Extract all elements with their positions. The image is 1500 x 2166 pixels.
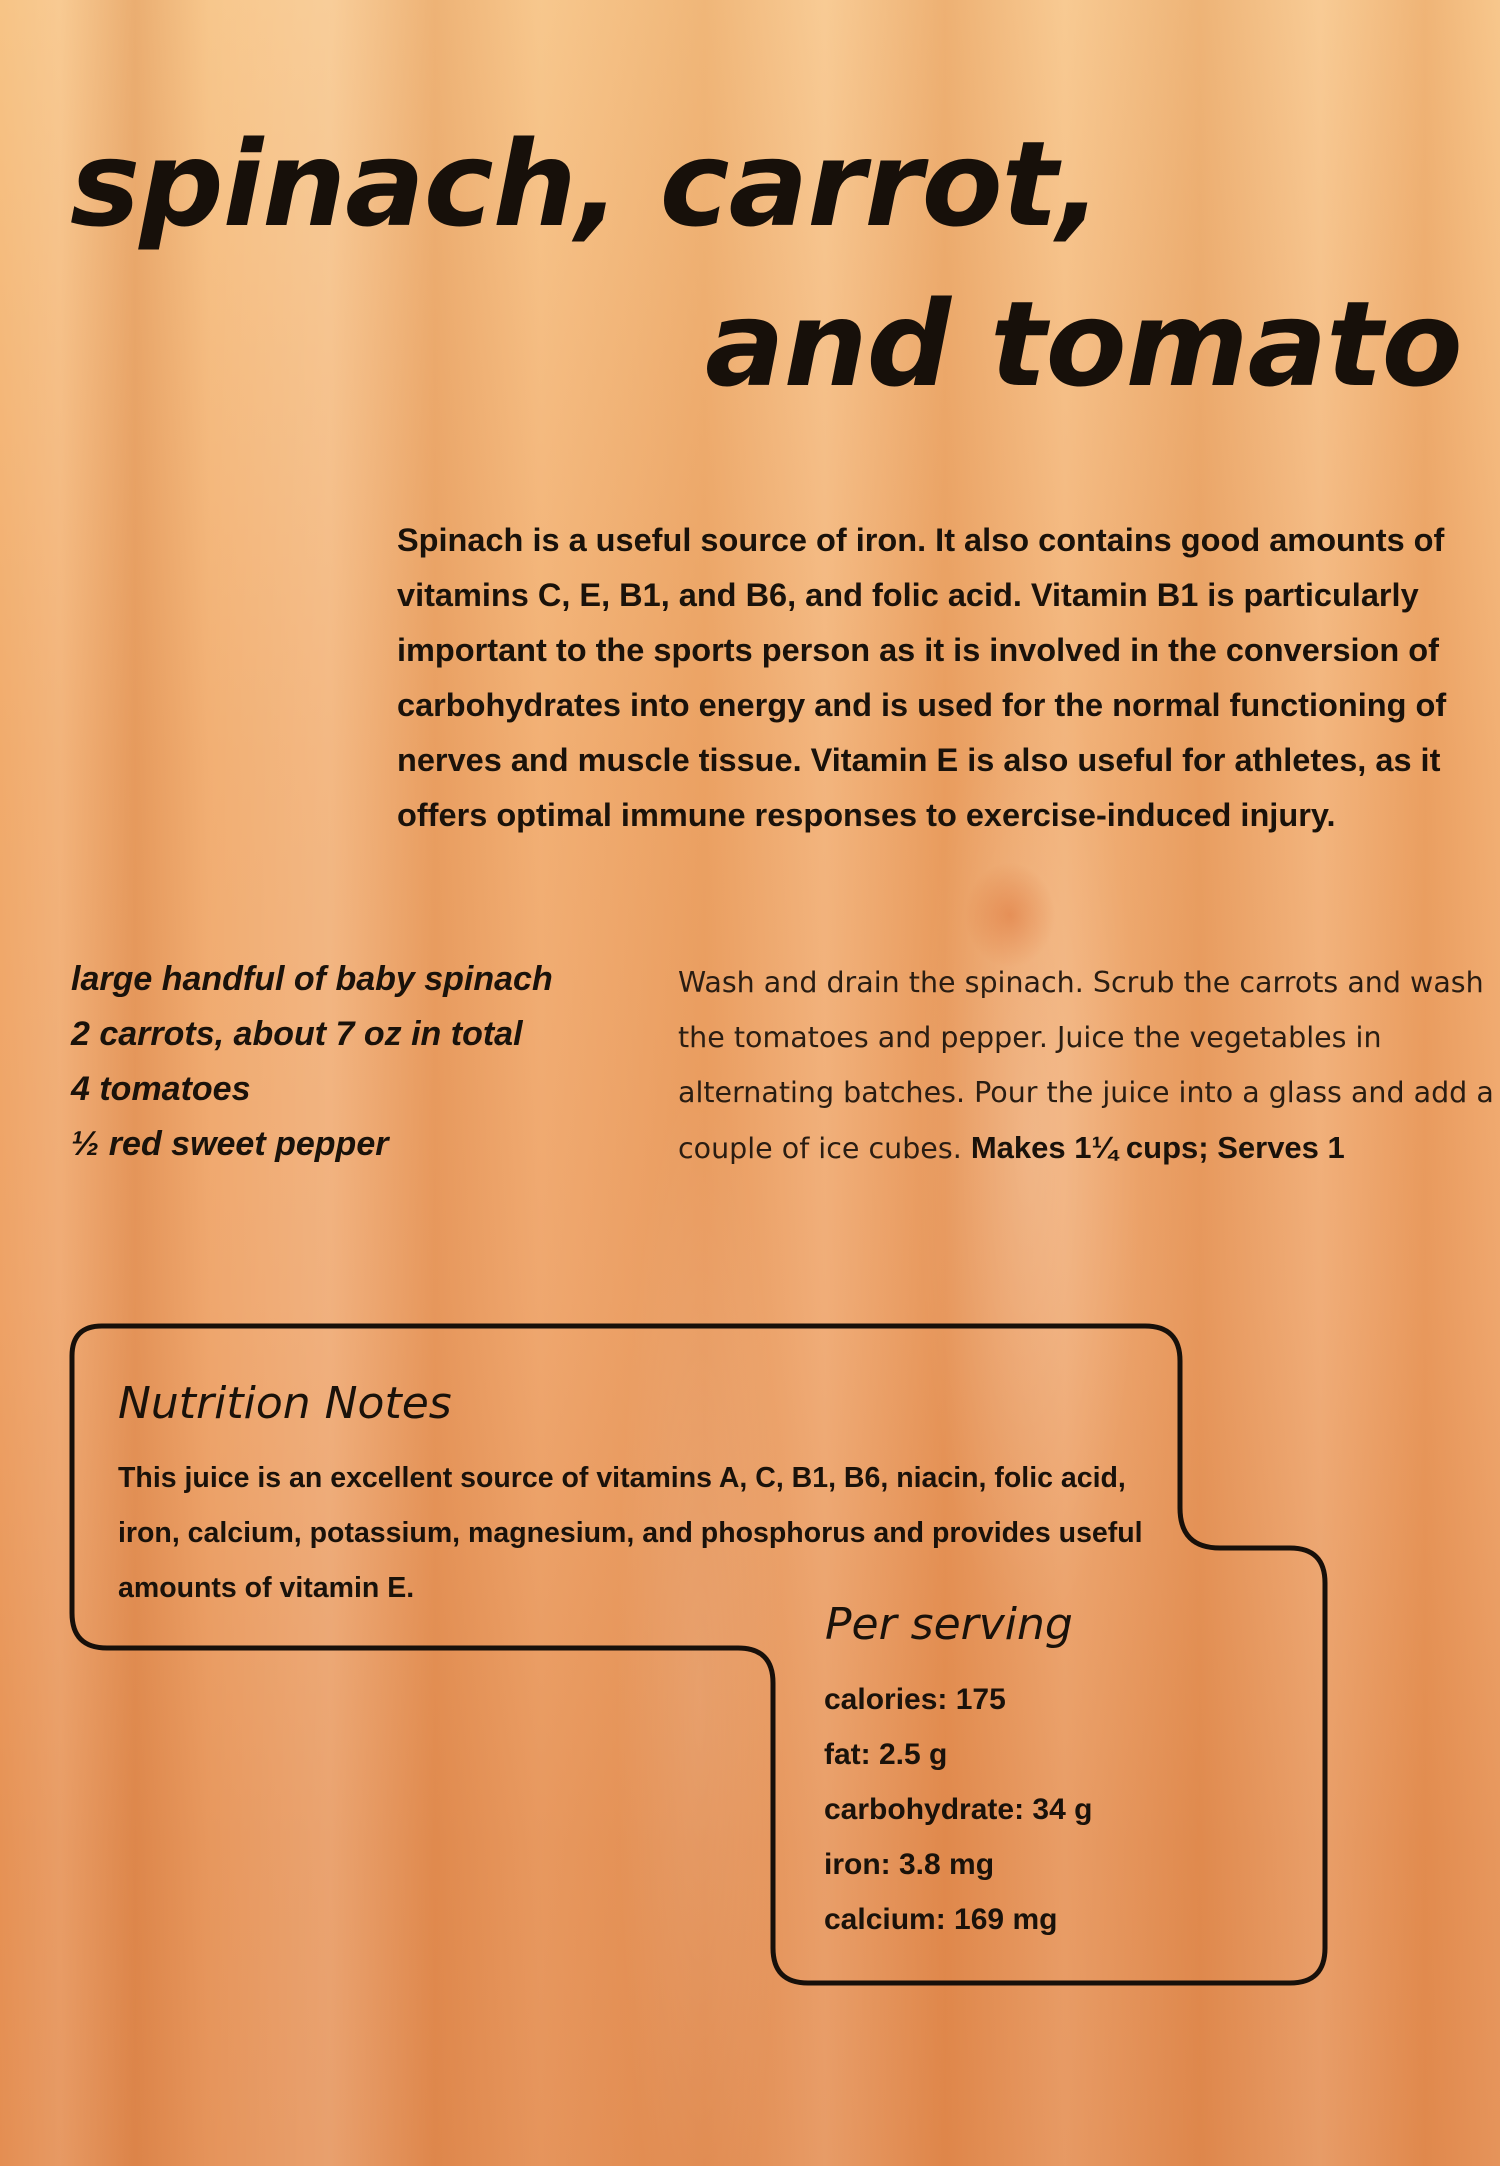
nutrient-item: fat: 2.5 g — [824, 1738, 948, 1771]
nutrient-item: iron: 3.8 mg — [824, 1848, 995, 1881]
ingredient-item: 4 tomatoes — [71, 1070, 251, 1108]
method-text: Wash and drain the spinach. Scrub the carrots and wash the tomatoes and pepper. Juice the vegetables in alternating batches. Pour the juice into a glass and add a couple of ice cubes. — [678, 966, 1494, 1165]
ingredient-item: 2 carrots, about 7 oz in total — [71, 1015, 523, 1053]
per-serving-list — [824, 1672, 1092, 1947]
ingredient-item: ½ red sweet pepper — [71, 1125, 389, 1163]
page-title-line-2: and tomato — [705, 275, 1462, 413]
per-serving-heading: Per serving — [825, 1599, 1073, 1650]
yield-text: Makes 1¼ cups; Serves 1 — [970, 1130, 1345, 1165]
intro-paragraph: Spinach is a useful source of iron. It also contains good amounts of vitamins C, E, B1, and B6, and folic acid. Vitamin B1 is particularly important to the sports person as it is involved in the conversion of carbohydrates into energy and is used for the normal functioning of nerves and muscle tissue. Vitamin E is also useful for athletes, as it offers optimal immune responses to exercise-induced injury. — [397, 522, 1447, 833]
ingredient-item: large handful of baby spinach — [71, 960, 553, 998]
nutrient-item: calories: 175 — [824, 1683, 1006, 1716]
nutrient-item: carbohydrate: 34 g — [824, 1793, 1093, 1826]
nutrition-notes-text: This juice is an excellent source of vitamins A, C, B1, B6, niacin, folic acid, iron, calcium, potassium, magnesium, and phosphorus and provides useful amounts of vitamin E. — [118, 1462, 1143, 1604]
nutrition-notes-heading: Nutrition Notes — [118, 1378, 452, 1429]
page-title-line-1: spinach, carrot, — [70, 115, 1101, 253]
nutrient-item: calcium: 169 mg — [824, 1903, 1058, 1936]
